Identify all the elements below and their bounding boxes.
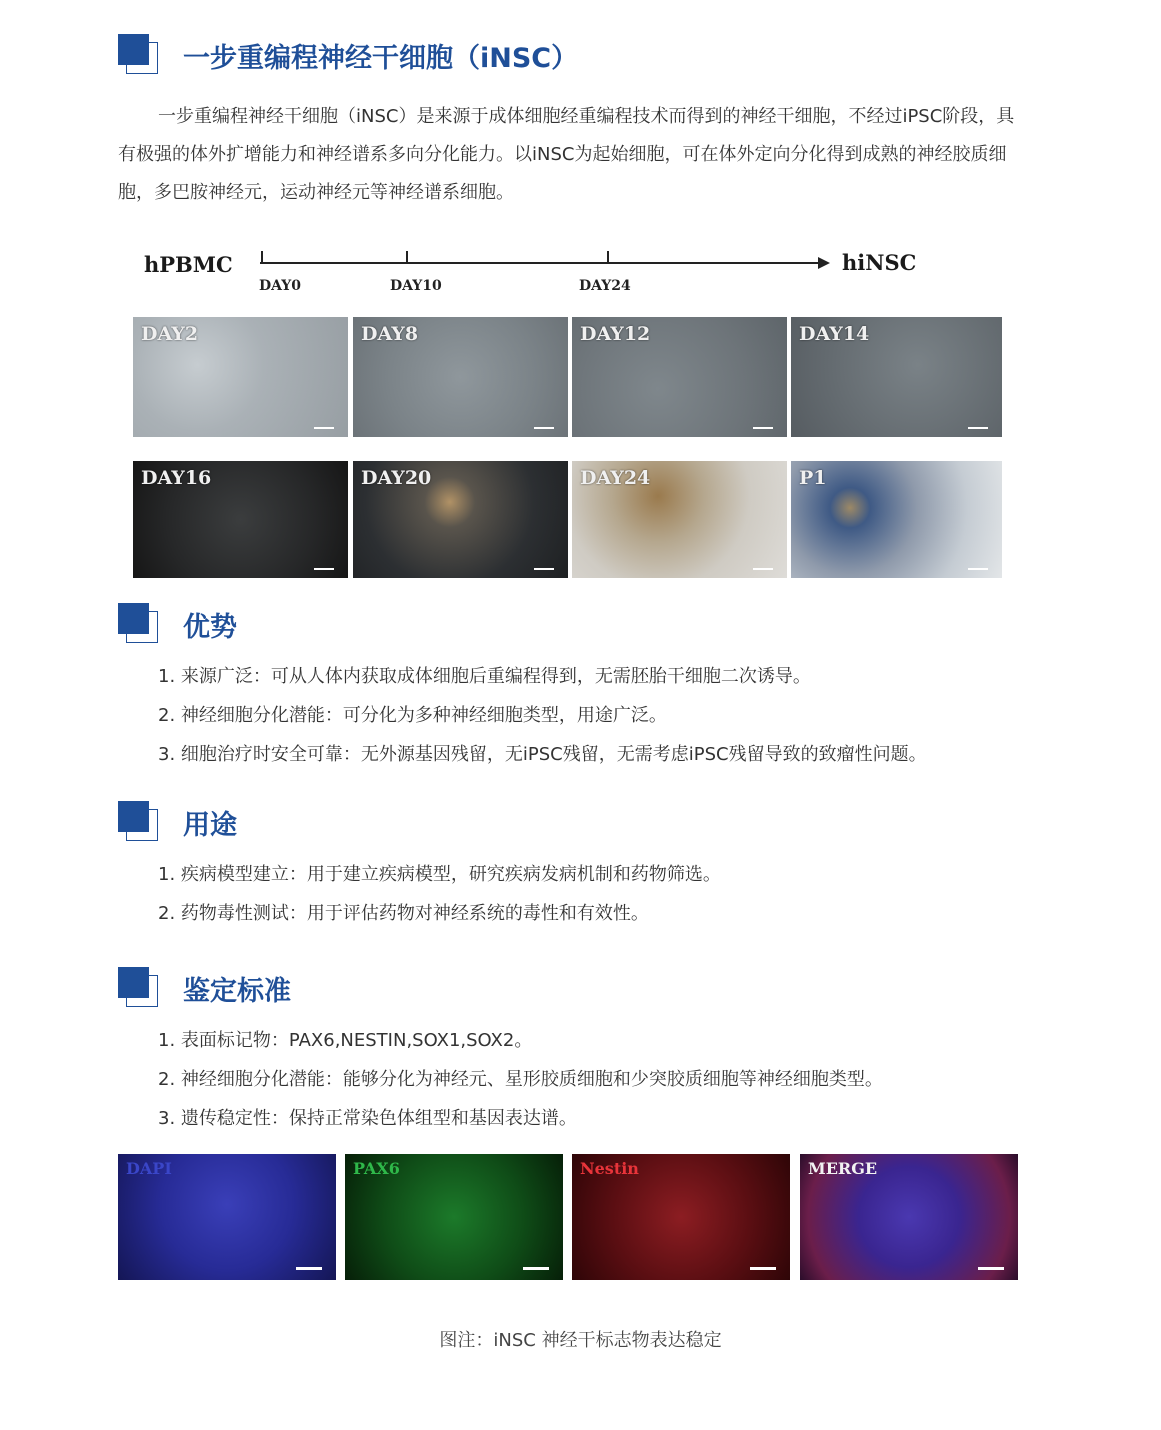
arrow-right-icon <box>818 257 830 269</box>
list-item: 2. 药物毒性测试：用于评估药物对神经系统的毒性和有效性。 <box>158 903 649 924</box>
micrograph-p1 <box>791 461 1002 578</box>
scale-bar <box>296 1267 322 1270</box>
list-item: 3. 细胞治疗时安全可靠：无外源基因残留，无iPSC残留，无需考虑iPSC残留导致的致瘤性问题。 <box>158 744 927 765</box>
scale-bar <box>968 568 988 570</box>
micrograph-day8 <box>353 317 568 437</box>
micrograph-day14 <box>791 317 1002 437</box>
micrograph-day16 <box>133 461 348 578</box>
timeline-tick-label: DAY24 <box>579 278 631 294</box>
scale-bar <box>534 568 554 570</box>
fluorescence-label: DAPI <box>126 1159 172 1178</box>
list-item: 3. 遗传稳定性：保持正常染色体组型和基因表达谱。 <box>158 1108 577 1129</box>
micrograph-label: DAY2 <box>141 323 199 345</box>
section-title: 用途 <box>183 810 237 841</box>
scale-bar <box>753 427 773 429</box>
micrograph-day24 <box>572 461 787 578</box>
scale-bar <box>314 427 334 429</box>
scale-bar <box>978 1267 1004 1270</box>
section-title: 鉴定标准 <box>183 976 291 1007</box>
section-square-icon <box>118 34 158 74</box>
scale-bar <box>968 427 988 429</box>
scale-bar <box>523 1267 549 1270</box>
section-title: 优势 <box>183 612 237 643</box>
figure-caption: 图注：iNSC 神经干标志物表达稳定 <box>439 1330 722 1351</box>
fluorescence-label: Nestin <box>580 1159 639 1178</box>
fluorescence-merge <box>800 1154 1018 1280</box>
uses-list <box>158 855 721 933</box>
criteria-list <box>158 1021 883 1138</box>
fluorescence-pax6 <box>345 1154 563 1280</box>
section-square-icon <box>118 801 158 841</box>
timeline-end-label: hiNSC <box>842 250 917 275</box>
timeline-tick <box>406 251 408 263</box>
micrograph-label: P1 <box>799 467 827 489</box>
fluorescence-label: PAX6 <box>353 1159 400 1178</box>
timeline-tick-label: DAY0 <box>259 278 302 294</box>
micrograph-label: DAY8 <box>361 323 419 345</box>
micrograph-label: DAY24 <box>580 467 651 489</box>
micrograph-label: DAY12 <box>580 323 651 345</box>
timeline-tick-label: DAY10 <box>390 278 442 294</box>
micrograph-label: DAY20 <box>361 467 432 489</box>
timeline-start-label: hPBMC <box>144 252 233 277</box>
micrograph-day2 <box>133 317 348 437</box>
advantages-list <box>158 657 927 774</box>
intro-paragraph: 一步重编程神经干细胞（iNSC）是来源于成体细胞经重编程技术而得到的神经干细胞，不经过iPSC阶段，具有极强的体外扩增能力和神经谱系多向分化能力。以iNSC为起始细胞，可在体外定向分化得到成熟的神经胶质细胞，多巴胺神经元，运动神经元等神经谱系细胞。 <box>118 106 1015 203</box>
section-square-icon <box>118 603 158 643</box>
list-item: 2. 神经细胞分化潜能：可分化为多种神经细胞类型，用途广泛。 <box>158 705 667 726</box>
micrograph-label: DAY14 <box>799 323 870 345</box>
section-title: 一步重编程神经干细胞（iNSC） <box>183 43 579 74</box>
section-square-icon <box>118 967 158 1007</box>
micrograph-day20 <box>353 461 568 578</box>
list-item: 1. 疾病模型建立：用于建立疾病模型，研究疾病发病机制和药物筛选。 <box>158 864 721 885</box>
timeline-line <box>260 262 820 264</box>
scale-bar <box>314 568 334 570</box>
timeline <box>140 240 940 310</box>
fluorescence-dapi <box>118 1154 336 1280</box>
scale-bar <box>753 568 773 570</box>
fluorescence-nestin <box>572 1154 790 1280</box>
timeline-tick <box>261 251 263 263</box>
micrograph-label: DAY16 <box>141 467 212 489</box>
micrograph-day12 <box>572 317 787 437</box>
timeline-tick <box>607 251 609 263</box>
scale-bar <box>534 427 554 429</box>
list-item: 2. 神经细胞分化潜能：能够分化为神经元、星形胶质细胞和少突胶质细胞等神经细胞类型。 <box>158 1069 883 1090</box>
fluorescence-label: MERGE <box>808 1159 878 1178</box>
list-item: 1. 来源广泛：可从人体内获取成体细胞后重编程得到，无需胚胎干细胞二次诱导。 <box>158 666 811 687</box>
scale-bar <box>750 1267 776 1270</box>
list-item: 1. 表面标记物：PAX6,NESTIN,SOX1,SOX2。 <box>158 1030 533 1051</box>
